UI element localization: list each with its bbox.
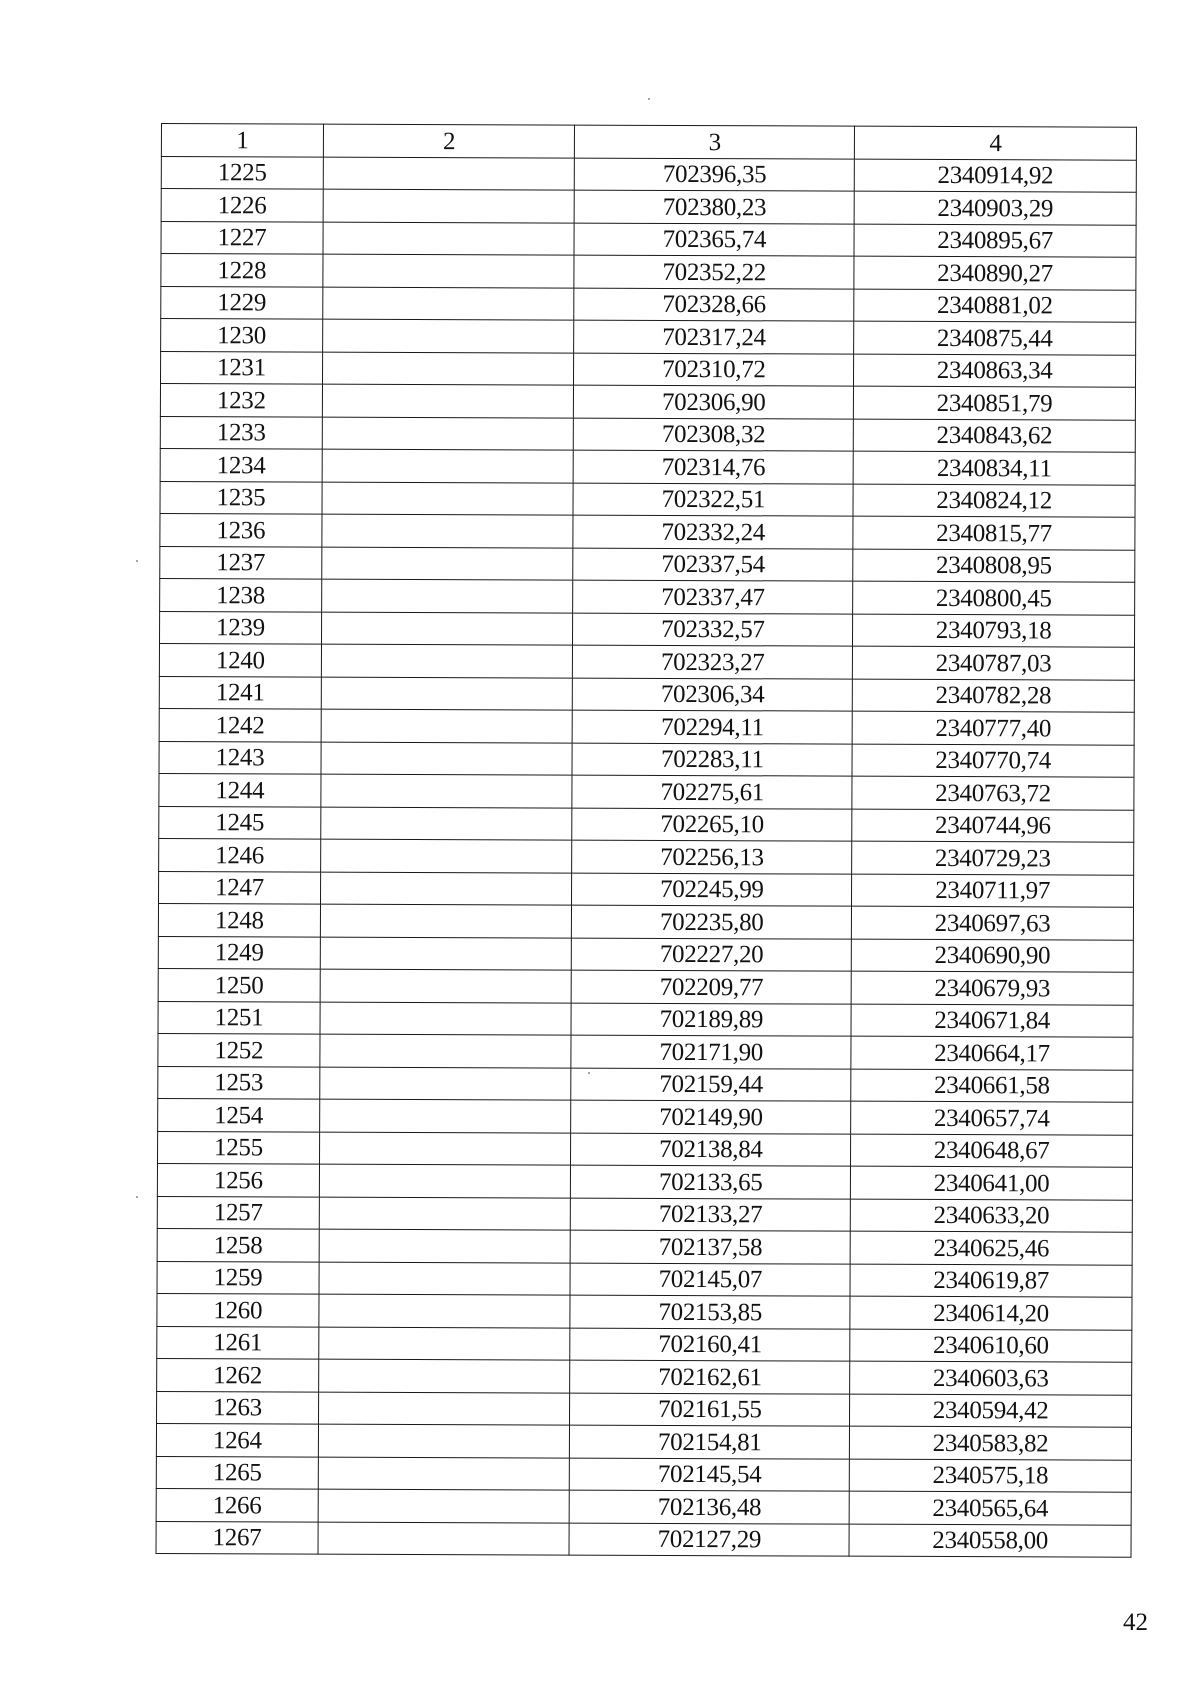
x-coordinate-cell: 702275,61 bbox=[572, 775, 852, 809]
table-row bbox=[159, 643, 1134, 679]
empty-cell bbox=[319, 1229, 571, 1262]
empty-cell bbox=[319, 1164, 571, 1197]
point-number-cell: 1240 bbox=[159, 643, 321, 676]
point-number-cell: 1253 bbox=[158, 1066, 320, 1099]
y-coordinate-cell: 2340614,20 bbox=[850, 1296, 1132, 1330]
header-cell-col2: 2 bbox=[323, 124, 575, 157]
empty-cell bbox=[319, 1132, 571, 1165]
table-header bbox=[161, 124, 1136, 160]
table-row bbox=[158, 1131, 1133, 1167]
empty-cell bbox=[321, 644, 573, 677]
table-row bbox=[157, 1261, 1132, 1297]
table-row bbox=[157, 1163, 1132, 1199]
empty-cell bbox=[318, 1392, 570, 1425]
x-coordinate-cell: 702171,90 bbox=[571, 1035, 851, 1069]
x-coordinate-cell: 702337,54 bbox=[573, 548, 853, 582]
point-number-cell: 1235 bbox=[160, 481, 322, 514]
x-coordinate-cell: 702133,65 bbox=[571, 1165, 851, 1199]
point-number-cell: 1241 bbox=[159, 676, 321, 709]
table-row bbox=[156, 1521, 1131, 1557]
x-coordinate-cell: 702328,66 bbox=[574, 288, 854, 322]
table-row bbox=[160, 416, 1135, 452]
table-row bbox=[161, 221, 1136, 257]
y-coordinate-cell: 2340633,20 bbox=[850, 1199, 1132, 1233]
table-row bbox=[160, 481, 1135, 517]
y-coordinate-cell: 2340834,11 bbox=[853, 451, 1135, 485]
x-coordinate-cell: 702136,48 bbox=[570, 1490, 850, 1524]
point-number-cell: 1262 bbox=[157, 1358, 319, 1391]
point-number-cell: 1237 bbox=[160, 546, 322, 579]
header-cell-col3: 3 bbox=[575, 125, 855, 159]
table-row bbox=[158, 1001, 1133, 1037]
header-cell-col1: 1 bbox=[161, 124, 323, 157]
y-coordinate-cell: 2340914,92 bbox=[854, 159, 1136, 193]
table-row bbox=[161, 286, 1136, 322]
point-number-cell: 1233 bbox=[160, 416, 322, 449]
table-row bbox=[160, 513, 1135, 549]
point-number-cell: 1247 bbox=[159, 871, 321, 904]
x-coordinate-cell: 702133,27 bbox=[571, 1198, 851, 1232]
point-number-cell: 1227 bbox=[161, 221, 323, 254]
table-row bbox=[159, 773, 1134, 809]
y-coordinate-cell: 2340824,12 bbox=[853, 484, 1135, 518]
x-coordinate-cell: 702265,10 bbox=[572, 808, 852, 842]
empty-cell bbox=[320, 1002, 572, 1035]
header-row bbox=[161, 124, 1136, 160]
y-coordinate-cell: 2340690,90 bbox=[851, 939, 1133, 973]
table-row bbox=[160, 384, 1135, 420]
y-coordinate-cell: 2340777,40 bbox=[852, 711, 1134, 745]
x-coordinate-cell: 702314,76 bbox=[574, 450, 854, 484]
table-row bbox=[161, 189, 1136, 225]
x-coordinate-cell: 702317,24 bbox=[574, 320, 854, 354]
table-row bbox=[158, 1098, 1133, 1134]
point-number-cell: 1259 bbox=[157, 1261, 319, 1294]
table-row bbox=[158, 936, 1133, 972]
point-number-cell: 1232 bbox=[160, 384, 322, 417]
y-coordinate-cell: 2340610,60 bbox=[850, 1329, 1132, 1363]
empty-cell bbox=[319, 1262, 571, 1295]
point-number-cell: 1263 bbox=[157, 1391, 319, 1424]
x-coordinate-cell: 702337,47 bbox=[573, 580, 853, 614]
point-number-cell: 1252 bbox=[158, 1033, 320, 1066]
empty-cell bbox=[321, 612, 573, 645]
point-number-cell: 1249 bbox=[158, 936, 320, 969]
y-coordinate-cell: 2340843,62 bbox=[853, 419, 1135, 453]
y-coordinate-cell: 2340895,67 bbox=[854, 224, 1136, 258]
empty-cell bbox=[319, 1197, 571, 1230]
table-row bbox=[161, 254, 1136, 290]
table-row bbox=[157, 1391, 1132, 1427]
point-number-cell: 1254 bbox=[158, 1098, 320, 1131]
point-number-cell: 1234 bbox=[160, 448, 322, 481]
y-coordinate-cell: 2340583,82 bbox=[850, 1426, 1132, 1460]
empty-cell bbox=[323, 222, 575, 255]
x-coordinate-cell: 702154,81 bbox=[570, 1425, 850, 1459]
empty-cell bbox=[323, 189, 575, 222]
table-row bbox=[157, 1228, 1132, 1264]
x-coordinate-cell: 702159,44 bbox=[571, 1068, 851, 1102]
table-row bbox=[158, 1066, 1133, 1102]
point-number-cell: 1257 bbox=[157, 1196, 319, 1229]
x-coordinate-cell: 702256,13 bbox=[572, 840, 852, 874]
empty-cell bbox=[320, 969, 572, 1002]
point-number-cell: 1267 bbox=[156, 1521, 318, 1554]
y-coordinate-cell: 2340679,93 bbox=[851, 971, 1133, 1005]
scan-speck bbox=[136, 560, 138, 562]
point-number-cell: 1255 bbox=[158, 1131, 320, 1164]
y-coordinate-cell: 2340903,29 bbox=[854, 191, 1136, 225]
empty-cell bbox=[319, 1327, 571, 1360]
table-row bbox=[160, 448, 1135, 484]
table-row bbox=[158, 1033, 1133, 1069]
table-row bbox=[156, 1423, 1131, 1459]
table-row bbox=[159, 871, 1134, 907]
table-row bbox=[159, 838, 1134, 874]
point-number-cell: 1225 bbox=[161, 156, 323, 189]
x-coordinate-cell: 702310,72 bbox=[574, 353, 854, 387]
empty-cell bbox=[321, 677, 573, 710]
y-coordinate-cell: 2340782,28 bbox=[852, 679, 1134, 713]
x-coordinate-cell: 702245,99 bbox=[572, 873, 852, 907]
empty-cell bbox=[322, 547, 574, 580]
y-coordinate-cell: 2340661,58 bbox=[851, 1069, 1133, 1103]
x-coordinate-cell: 702306,34 bbox=[573, 678, 853, 712]
y-coordinate-cell: 2340671,84 bbox=[851, 1004, 1133, 1038]
point-number-cell: 1246 bbox=[159, 838, 321, 871]
point-number-cell: 1265 bbox=[156, 1456, 318, 1489]
x-coordinate-cell: 702137,58 bbox=[571, 1230, 851, 1264]
y-coordinate-cell: 2340594,42 bbox=[850, 1394, 1132, 1428]
y-coordinate-cell: 2340697,63 bbox=[852, 906, 1134, 940]
empty-cell bbox=[323, 157, 575, 190]
empty-cell bbox=[320, 1034, 572, 1067]
empty-cell bbox=[321, 709, 573, 742]
y-coordinate-cell: 2340744,96 bbox=[852, 809, 1134, 843]
table-row bbox=[156, 1456, 1131, 1492]
table-row bbox=[158, 903, 1133, 939]
table-row bbox=[157, 1358, 1132, 1394]
table-row bbox=[159, 806, 1134, 842]
point-number-cell: 1239 bbox=[160, 611, 322, 644]
empty-cell bbox=[318, 1489, 570, 1522]
empty-cell bbox=[320, 872, 572, 905]
point-number-cell: 1226 bbox=[161, 189, 323, 222]
empty-cell bbox=[323, 287, 575, 320]
x-coordinate-cell: 702396,35 bbox=[575, 158, 855, 192]
table-row bbox=[160, 351, 1135, 387]
scan-speck bbox=[648, 98, 650, 100]
empty-cell bbox=[318, 1424, 570, 1457]
empty-cell bbox=[320, 839, 572, 872]
y-coordinate-cell: 2340863,34 bbox=[854, 354, 1136, 388]
y-coordinate-cell: 2340787,03 bbox=[853, 646, 1135, 680]
empty-cell bbox=[320, 1067, 572, 1100]
point-number-cell: 1266 bbox=[156, 1488, 318, 1521]
x-coordinate-cell: 702145,54 bbox=[570, 1458, 850, 1492]
table-row bbox=[157, 1196, 1132, 1232]
point-number-cell: 1238 bbox=[160, 578, 322, 611]
y-coordinate-cell: 2340625,46 bbox=[850, 1231, 1132, 1265]
table-body bbox=[156, 156, 1136, 1557]
y-coordinate-cell: 2340711,97 bbox=[852, 874, 1134, 908]
x-coordinate-cell: 702332,57 bbox=[573, 613, 853, 647]
empty-cell bbox=[322, 319, 574, 352]
point-number-cell: 1248 bbox=[158, 903, 320, 936]
y-coordinate-cell: 2340619,87 bbox=[850, 1264, 1132, 1298]
point-number-cell: 1251 bbox=[158, 1001, 320, 1034]
x-coordinate-cell: 702189,89 bbox=[571, 1003, 851, 1037]
x-coordinate-cell: 702138,84 bbox=[571, 1133, 851, 1167]
empty-cell bbox=[322, 384, 574, 417]
point-number-cell: 1231 bbox=[160, 351, 322, 384]
y-coordinate-cell: 2340558,00 bbox=[849, 1524, 1131, 1558]
y-coordinate-cell: 2340881,02 bbox=[854, 289, 1136, 323]
x-coordinate-cell: 702294,11 bbox=[573, 710, 853, 744]
y-coordinate-cell: 2340851,79 bbox=[854, 386, 1136, 420]
table-row bbox=[159, 708, 1134, 744]
y-coordinate-cell: 2340657,74 bbox=[851, 1101, 1133, 1135]
empty-cell bbox=[318, 1522, 570, 1555]
empty-cell bbox=[323, 254, 575, 287]
table-row bbox=[159, 741, 1134, 777]
y-coordinate-cell: 2340770,74 bbox=[852, 744, 1134, 778]
x-coordinate-cell: 702323,27 bbox=[573, 645, 853, 679]
table-row bbox=[160, 546, 1135, 582]
y-coordinate-cell: 2340648,67 bbox=[851, 1134, 1133, 1168]
point-number-cell: 1261 bbox=[157, 1326, 319, 1359]
x-coordinate-cell: 702153,85 bbox=[570, 1295, 850, 1329]
x-coordinate-cell: 702160,41 bbox=[570, 1328, 850, 1362]
scan-speck bbox=[136, 1196, 138, 1198]
x-coordinate-cell: 702322,51 bbox=[573, 483, 853, 517]
header-cell-col4: 4 bbox=[855, 126, 1137, 160]
table-row bbox=[159, 676, 1134, 712]
x-coordinate-cell: 702380,23 bbox=[575, 190, 855, 224]
page-number: 42 bbox=[1123, 1609, 1148, 1636]
y-coordinate-cell: 2340641,00 bbox=[851, 1166, 1133, 1200]
point-number-cell: 1243 bbox=[159, 741, 321, 774]
empty-cell bbox=[322, 514, 574, 547]
y-coordinate-cell: 2340793,18 bbox=[853, 614, 1135, 648]
point-number-cell: 1256 bbox=[157, 1163, 319, 1196]
y-coordinate-cell: 2340875,44 bbox=[854, 321, 1136, 355]
y-coordinate-cell: 2340729,23 bbox=[852, 841, 1134, 875]
empty-cell bbox=[322, 352, 574, 385]
y-coordinate-cell: 2340763,72 bbox=[852, 776, 1134, 810]
x-coordinate-cell: 702209,77 bbox=[572, 970, 852, 1004]
empty-cell bbox=[322, 482, 574, 515]
point-number-cell: 1236 bbox=[160, 513, 322, 546]
empty-cell bbox=[321, 774, 573, 807]
table-row bbox=[161, 319, 1136, 355]
x-coordinate-cell: 702161,55 bbox=[570, 1393, 850, 1427]
x-coordinate-cell: 702149,90 bbox=[571, 1100, 851, 1134]
y-coordinate-cell: 2340664,17 bbox=[851, 1036, 1133, 1070]
y-coordinate-cell: 2340603,63 bbox=[850, 1361, 1132, 1395]
empty-cell bbox=[318, 1457, 570, 1490]
x-coordinate-cell: 702365,74 bbox=[574, 223, 854, 257]
empty-cell bbox=[319, 1099, 571, 1132]
y-coordinate-cell: 2340565,64 bbox=[849, 1491, 1131, 1525]
point-number-cell: 1250 bbox=[158, 968, 320, 1001]
point-number-cell: 1230 bbox=[161, 319, 323, 352]
y-coordinate-cell: 2340808,95 bbox=[853, 549, 1135, 583]
empty-cell bbox=[322, 449, 574, 482]
point-number-cell: 1245 bbox=[159, 806, 321, 839]
point-number-cell: 1229 bbox=[161, 286, 323, 319]
empty-cell bbox=[321, 742, 573, 775]
x-coordinate-cell: 702306,90 bbox=[574, 385, 854, 419]
table-row bbox=[161, 156, 1136, 192]
x-coordinate-cell: 702308,32 bbox=[574, 418, 854, 452]
table-row bbox=[157, 1293, 1132, 1329]
empty-cell bbox=[321, 579, 573, 612]
empty-cell bbox=[320, 937, 572, 970]
y-coordinate-cell: 2340800,45 bbox=[853, 581, 1135, 615]
table-row bbox=[158, 968, 1133, 1004]
point-number-cell: 1228 bbox=[161, 254, 323, 287]
point-number-cell: 1258 bbox=[157, 1228, 319, 1261]
empty-cell bbox=[319, 1294, 571, 1327]
point-number-cell: 1244 bbox=[159, 773, 321, 806]
empty-cell bbox=[322, 417, 574, 450]
x-coordinate-cell: 702332,24 bbox=[573, 515, 853, 549]
table-row bbox=[156, 1488, 1131, 1524]
table-row bbox=[160, 611, 1135, 647]
x-coordinate-cell: 702283,11 bbox=[572, 743, 852, 777]
point-number-cell: 1264 bbox=[156, 1423, 318, 1456]
x-coordinate-cell: 702145,07 bbox=[570, 1263, 850, 1297]
x-coordinate-cell: 702352,22 bbox=[574, 255, 854, 289]
y-coordinate-cell: 2340815,77 bbox=[853, 516, 1135, 550]
empty-cell bbox=[320, 904, 572, 937]
coordinates-table bbox=[156, 123, 1137, 1558]
empty-cell bbox=[321, 807, 573, 840]
x-coordinate-cell: 702127,29 bbox=[569, 1523, 849, 1557]
point-number-cell: 1242 bbox=[159, 708, 321, 741]
x-coordinate-cell: 702235,80 bbox=[572, 905, 852, 939]
y-coordinate-cell: 2340890,27 bbox=[854, 256, 1136, 290]
y-coordinate-cell: 2340575,18 bbox=[849, 1459, 1131, 1493]
point-number-cell: 1260 bbox=[157, 1293, 319, 1326]
x-coordinate-cell: 702162,61 bbox=[570, 1360, 850, 1394]
table-row bbox=[157, 1326, 1132, 1362]
empty-cell bbox=[318, 1359, 570, 1392]
table-row bbox=[160, 578, 1135, 614]
x-coordinate-cell: 702227,20 bbox=[572, 938, 852, 972]
